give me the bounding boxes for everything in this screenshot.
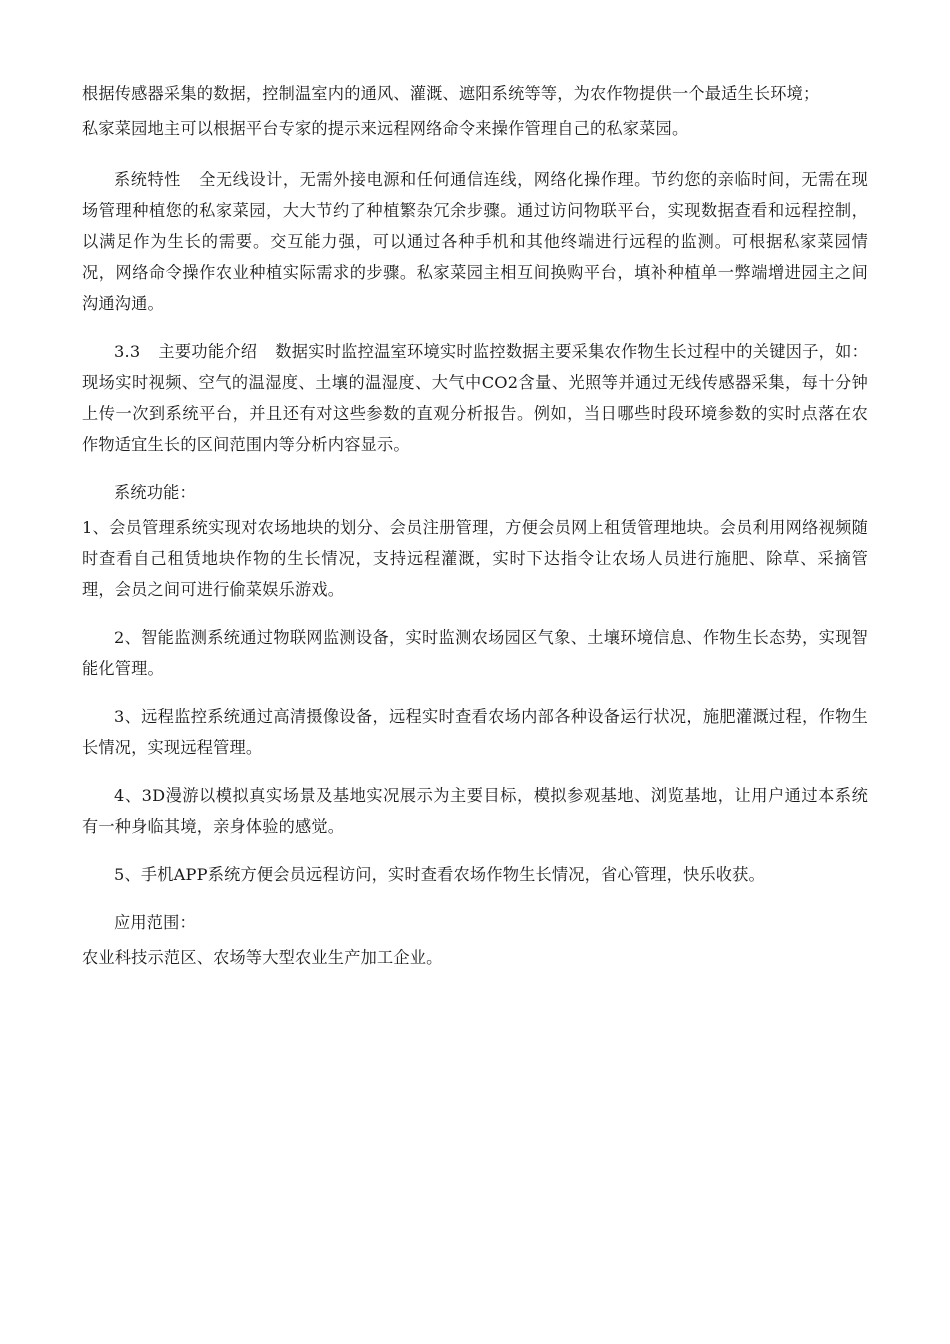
heading-application-scope: 应用范围： — [114, 913, 196, 932]
list-item-remote-surveillance: 3、远程监控系统通过高清摄像设备，远程实时查看农场内部各种设备运行状况，施肥灌溉过程，作物生长情况，实现远程管理。 — [82, 707, 868, 757]
list-item-3d-tour: 4、3D漫游以模拟真实场景及基地实况展示为主要目标，模拟参观基地、浏览基地，让用户通过本系统有一种身临其境，亲身体验的感觉。 — [82, 786, 868, 836]
paragraph-sensor-control: 根据传感器采集的数据，控制温室内的通风、灌溉、遮阳系统等等，为农作物提供一个最适生长环境； — [82, 84, 820, 103]
system-features-body: 全无线设计，无需外接电源和任何通信连线，网络化操作理。节约您的亲临时间，无需在现场管理种植您的私家菜园，大大节约了种植繁杂冗余步骤。通过访问物联平台，实现数据查看和远程控制，以满足作为生长的需要。交互能力强，可以通过各种手机和其他终端进行远程的监测。可根据私家菜园情况，网络命令操作农业种植实际需求的步骤。私家菜园主相互间换购平台，填补种植单一弊端增进园主之间沟通沟通。 — [82, 170, 868, 313]
paragraph-private-garden: 私家菜园地主可以根据平台专家的提示来远程网络命令来操作管理自己的私家菜园。 — [82, 119, 689, 138]
document-page — [82, 78, 868, 973]
paragraph-system-features — [82, 164, 868, 319]
list-item-smart-monitoring: 2、智能监测系统通过物联网监测设备，实时监测农场园区气象、土壤环境信息、作物生长态势，实现智能化管理。 — [82, 628, 868, 678]
list-item-member-management: 1、会员管理系统实现对农场地块的划分、会员注册管理，方便会员网上租赁管理地块。会员利用网络视频随时查看自己租赁地块作物的生长情况，支持远程灌溉，实时下达指令让农场人员进行施肥、除草、采摘管理，会员之间可进行偷菜娱乐游戏。 — [82, 518, 868, 599]
heading-system-functions: 系统功能： — [114, 483, 196, 502]
paragraph-main-functions — [82, 336, 868, 460]
paragraph-application-scope: 农业科技示范区、农场等大型农业生产加工企业。 — [82, 948, 443, 967]
system-features-heading: 系统特性 — [114, 170, 181, 189]
section-number: 3.3 — [114, 342, 141, 361]
main-functions-body: 数据实时监控温室环境实时监控数据主要采集农作物生长过程中的关键因子，如：现场实时视频、空气的温湿度、土壤的温湿度、大气中CO2含量、光照等并通过无线传感器采集，每十分钟上传一次到系统平台，并且还有对这些参数的直观分析报告。例如，当日哪些时段环境参数的实时点落在农作物适宜生长的区间范围内等分析内容显示。 — [82, 342, 868, 454]
main-functions-heading: 主要功能介绍 — [158, 342, 258, 361]
list-item-mobile-app: 5、手机APP系统方便会员远程访问，实时查看农场作物生长情况，省心管理，快乐收获。 — [114, 865, 765, 884]
